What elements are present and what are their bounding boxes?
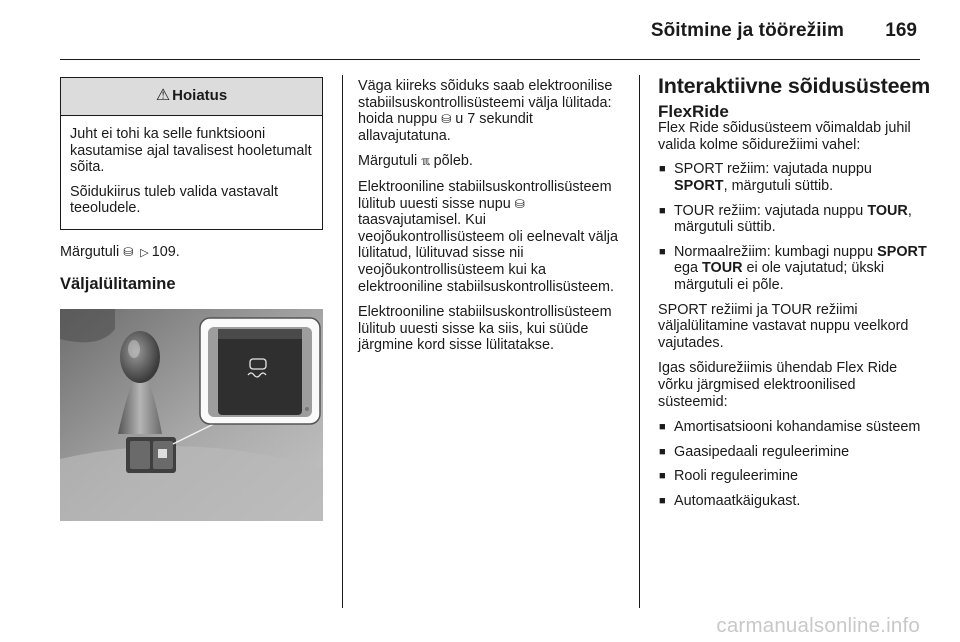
paragraph [358,78,626,144]
column-divider [342,75,343,608]
page-reference-arrow-icon: ▷ [140,246,149,259]
system-list [658,419,928,509]
paragraph-text: Väga kiireks sõiduks saab elektroonilise stabiilsuskontrollisüsteemi välja lülitada: hoida nuppu [358,78,613,128]
list-item [658,161,928,194]
list-item-text: Normaalrežiim: kumbagi nuppu [674,243,874,260]
esc-icon: ⛁ [123,244,134,259]
mode-list [658,161,928,293]
list-item-text: , märgutuli süttib. [723,177,834,194]
list-item-text: TOUR režiim: vajutada nuppu [674,202,864,219]
watermark: carmanualsonline.info [716,614,920,637]
esc-off-icon: ⛁ [514,196,525,211]
column-3 [658,74,931,517]
list-item-text: ega [674,260,699,277]
list-item-text: ei ole vajutatud; ükski märgutuli ei põle. [674,260,885,293]
column-divider [639,75,640,608]
paragraph-text: taasvajutamisel. Kui veojõukontrollisüsteem oli eelnevalt välja lülitatud, lülituvad sisse nii veojõukontrollisüsteem kui ka elektrooniline stabiilsuskontrollisüsteem. [358,212,618,295]
page-number: 169 [885,20,917,41]
warning-text: Juht ei tohi ka selle funktsiooni kasutamise ajal tavalisest hooletumalt sõita. [70,126,312,176]
column-2 [358,78,626,363]
list-item-text: SPORT režiim: vajutada nuppu [674,161,872,178]
warning-triangle-icon: ⚠ [155,87,171,105]
list-item [658,244,928,294]
list-item: ■ Rooli reguleerimine [658,468,928,485]
paragraph: SPORT režiimi ja TOUR režiimi väljalülitamine vastavat nuppu veelkord vajutades. [658,301,909,351]
button-name: SPORT [674,177,724,194]
list-item: ■ Amortisatsiooni kohandamise süsteem [658,419,928,436]
warning-body [61,116,322,229]
warning-box [60,77,323,230]
warning-header [61,78,322,116]
column-1 [60,77,323,521]
button-name: SPORT [877,243,927,260]
list-item: ■ Gaasipedaali reguleerimine [658,444,928,461]
button-name: TOUR [867,202,908,219]
section-heading: Väljalülitamine [60,274,176,293]
paragraph: Igas sõidurežiimis ühendab Flex Ride võrku järgmised elektroonilised süsteemid: [658,360,898,410]
paragraph-text: Märgutuli [358,153,418,170]
esc-off-indicator-icon: ℼ [421,154,430,169]
paragraph: Flex Ride sõidusüsteem võimaldab juhil valida kolme sõidurežiimi vahel: [658,120,911,153]
indicator-ref-page: 109. [151,243,180,260]
indicator-ref-label: Märgutuli [60,243,120,260]
list-item [658,203,928,236]
paragraph-text: Elektrooniline stabiilsuskontrollisüsteem lülitub uuesti sisse nupu [358,178,612,212]
paragraph-text: põleb. [433,153,473,170]
esc-off-icon: ⛁ [441,112,452,127]
section-title: Interaktiivne sõidusüsteem [658,74,931,98]
page-header-title: Sõitmine ja töörežiim [650,20,844,41]
paragraph: Elektrooniline stabiilsuskontrollisüsteem lülitub uuesti sisse ka siis, kui süüde järgmine kord sisse lülitatakse. [358,304,612,354]
console-button-photo [60,309,323,521]
indicator-reference [60,244,323,262]
warning-title: Hoiatus [172,87,228,105]
warning-text: Sõidukiirus tuleb valida vastavalt teeoludele. [70,183,278,217]
paragraph [358,153,626,170]
list-item-text: , märgutuli süttib. [674,202,912,236]
paragraph [358,179,626,295]
button-name: TOUR [702,260,743,277]
subsection-title: FlexRide [658,101,729,121]
list-item: ■ Automaatkäigukast. [658,493,928,510]
paragraph-text: u 7 sekundit allavajutatuna. [358,111,533,144]
header-rule [60,59,920,60]
